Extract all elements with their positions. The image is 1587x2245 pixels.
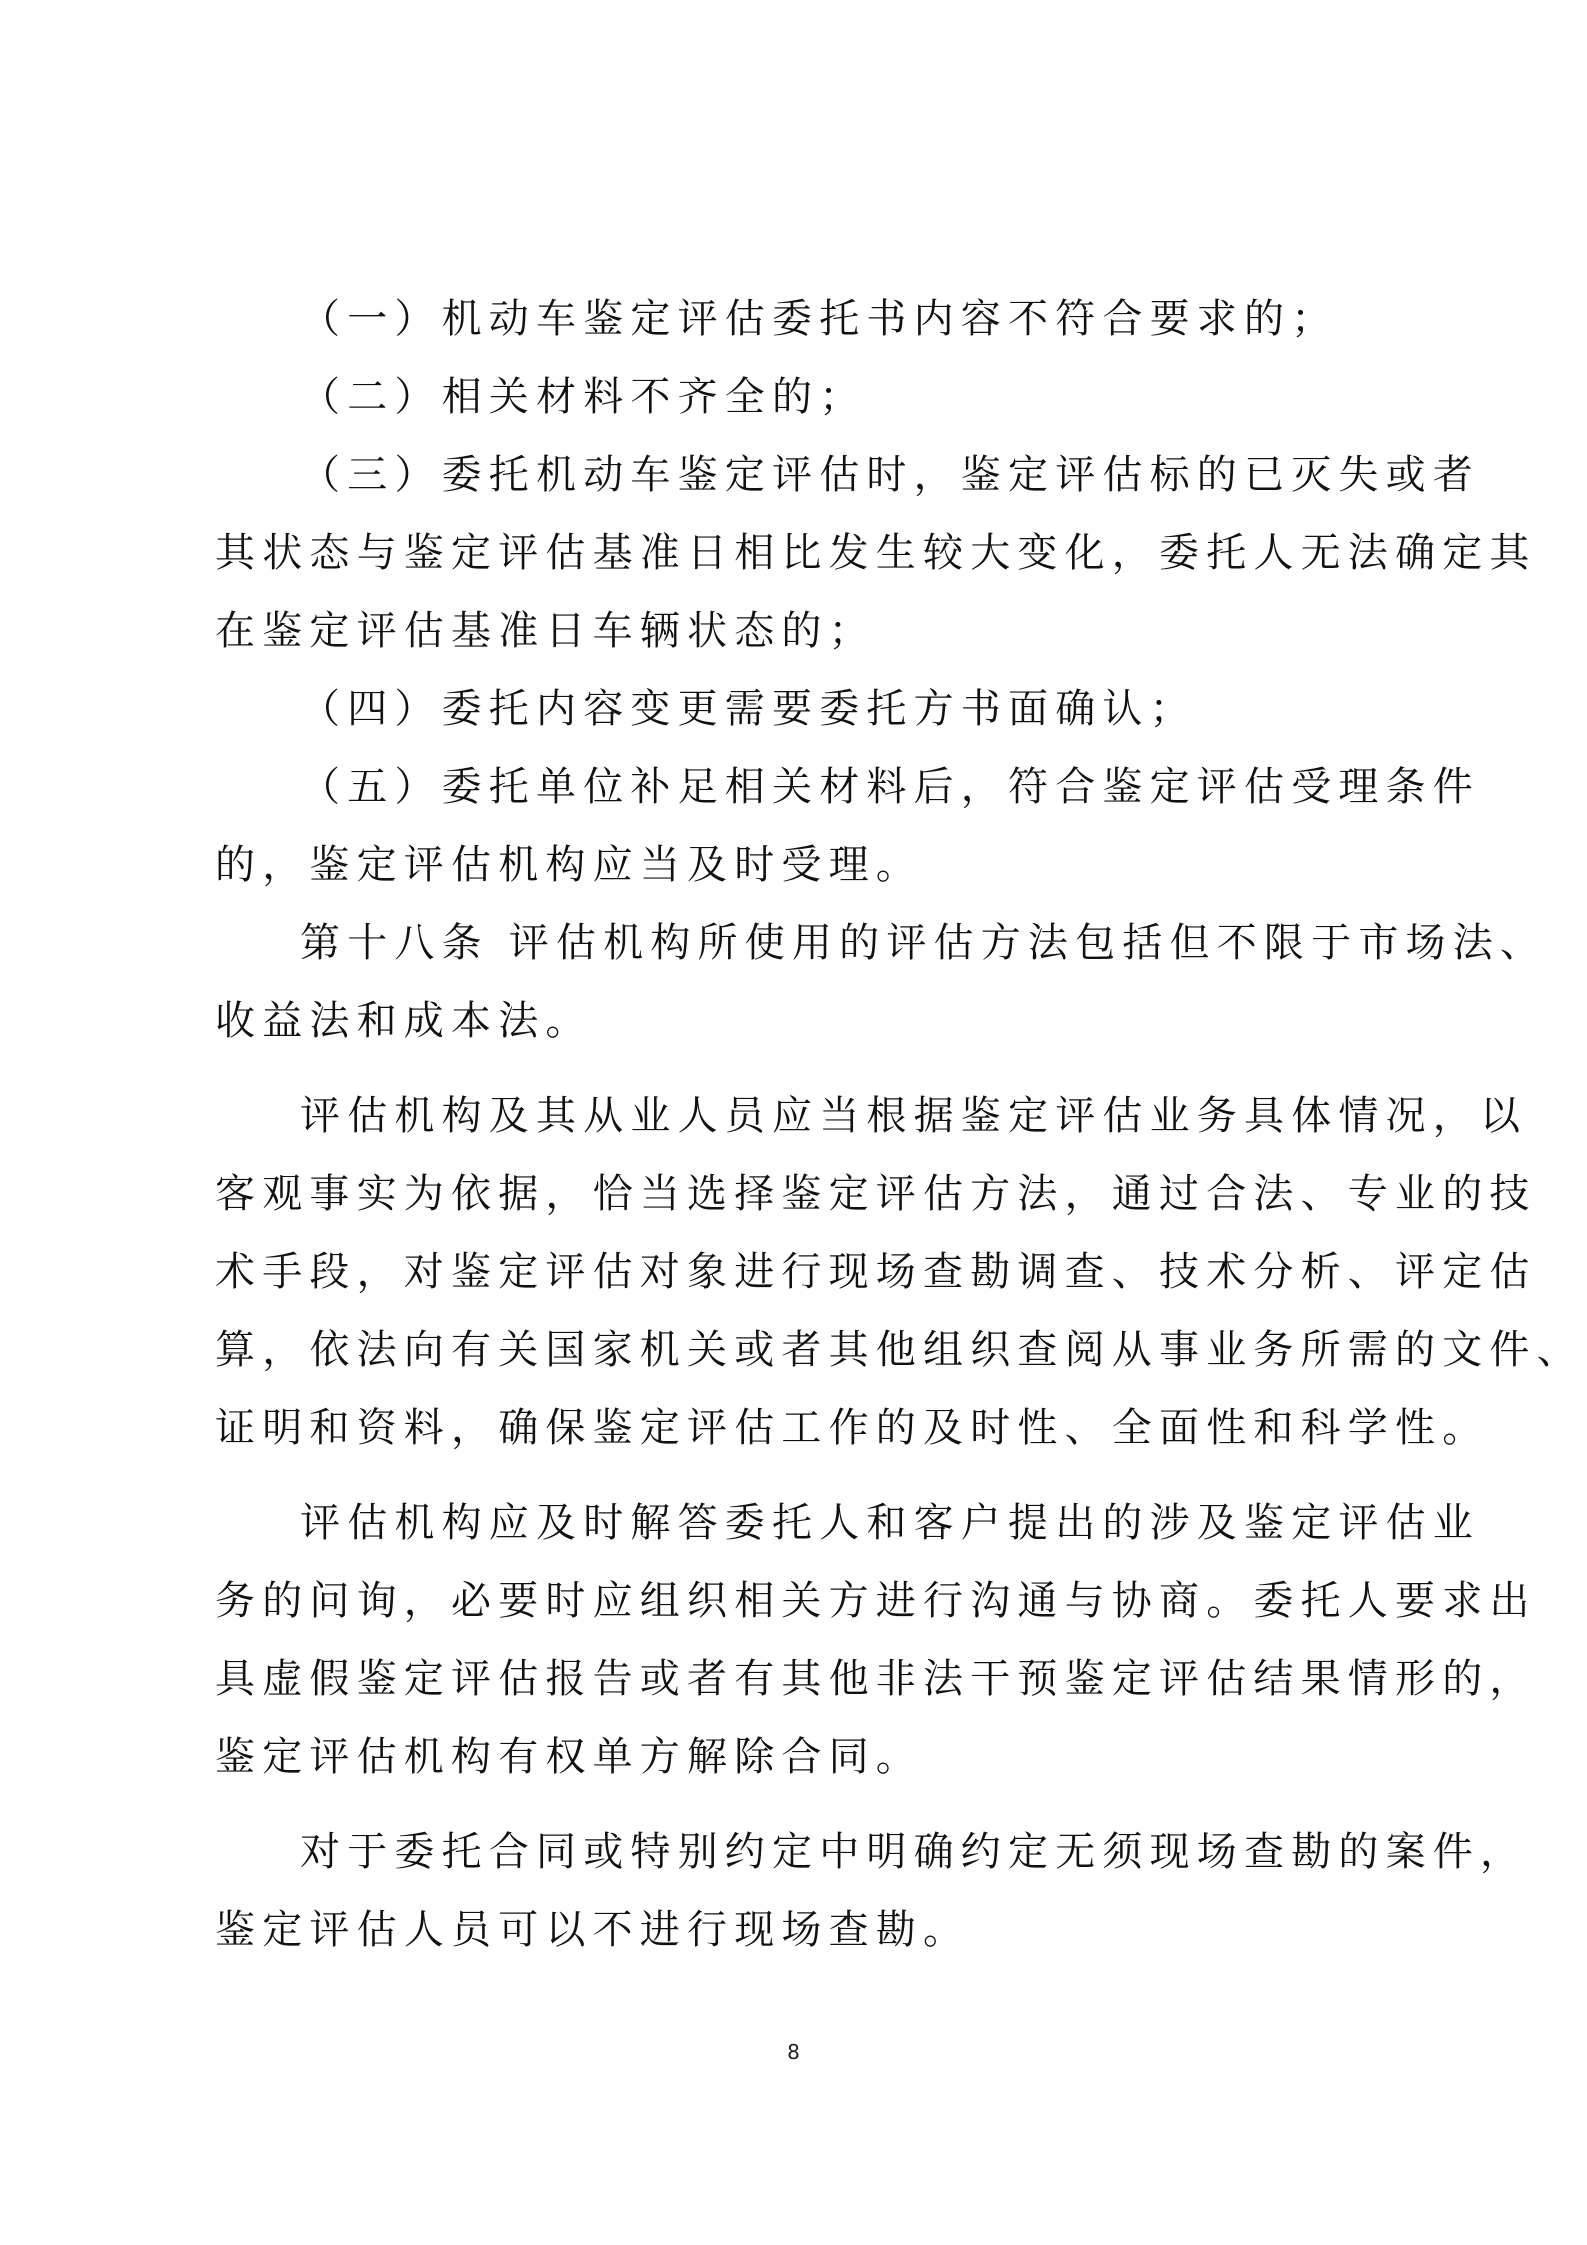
text-line: 证明和资料，确保鉴定评估工作的及时性、全面性和科学性。 xyxy=(215,1405,1490,1451)
text-line: 其状态与鉴定评估基准日相比发生较大变化，委托人无法确定其 xyxy=(215,530,1537,576)
text-line: （四）委托内容变更需要委托方书面确认； xyxy=(300,686,1197,732)
text-line: （一）机动车鉴定评估委托书内容不符合要求的； xyxy=(300,296,1339,342)
text-line: 在鉴定评估基准日车辆状态的； xyxy=(215,608,876,654)
text-line: 术手段，对鉴定评估对象进行现场查勘调查、技术分析、评定估 xyxy=(215,1249,1537,1295)
text-line: 评估机构及其从业人员应当根据鉴定评估业务具体情况，以 xyxy=(300,1093,1528,1139)
text-line: （五）委托单位补足相关材料后，符合鉴定评估受理条件 xyxy=(300,764,1480,810)
text-line: 算，依法向有关国家机关或者其他组织查阅从事业务所需的文件、 xyxy=(215,1327,1584,1373)
text-line: （三）委托机动车鉴定评估时，鉴定评估标的已灭失或者 xyxy=(300,452,1480,498)
text-line: 鉴定评估机构有权单方解除合同。 xyxy=(215,1734,923,1780)
text-line: 对于委托合同或特别约定中明确约定无须现场查勘的案件， xyxy=(300,1829,1528,1875)
text-line: 评估机构应及时解答委托人和客户提出的涉及鉴定评估业 xyxy=(300,1500,1480,1546)
text-line: 具虚假鉴定评估报告或者有其他非法干预鉴定评估结果情形的， xyxy=(215,1656,1537,1702)
text-line: 的，鉴定评估机构应当及时受理。 xyxy=(215,842,923,888)
page-number: 8 xyxy=(787,2040,800,2064)
text-line: 客观事实为依据，恰当选择鉴定评估方法，通过合法、专业的技 xyxy=(215,1171,1537,1217)
text-line: 第十八条 评估机构所使用的评估方法包括但不限于市场法、 xyxy=(300,920,1548,966)
text-line: （二）相关材料不齐全的； xyxy=(300,374,867,420)
text-line: 务的问询，必要时应组织相关方进行沟通与协商。委托人要求出 xyxy=(215,1578,1537,1624)
text-line: 收益法和成本法。 xyxy=(215,998,593,1044)
text-line: 鉴定评估人员可以不进行现场查勘。 xyxy=(215,1907,971,1953)
